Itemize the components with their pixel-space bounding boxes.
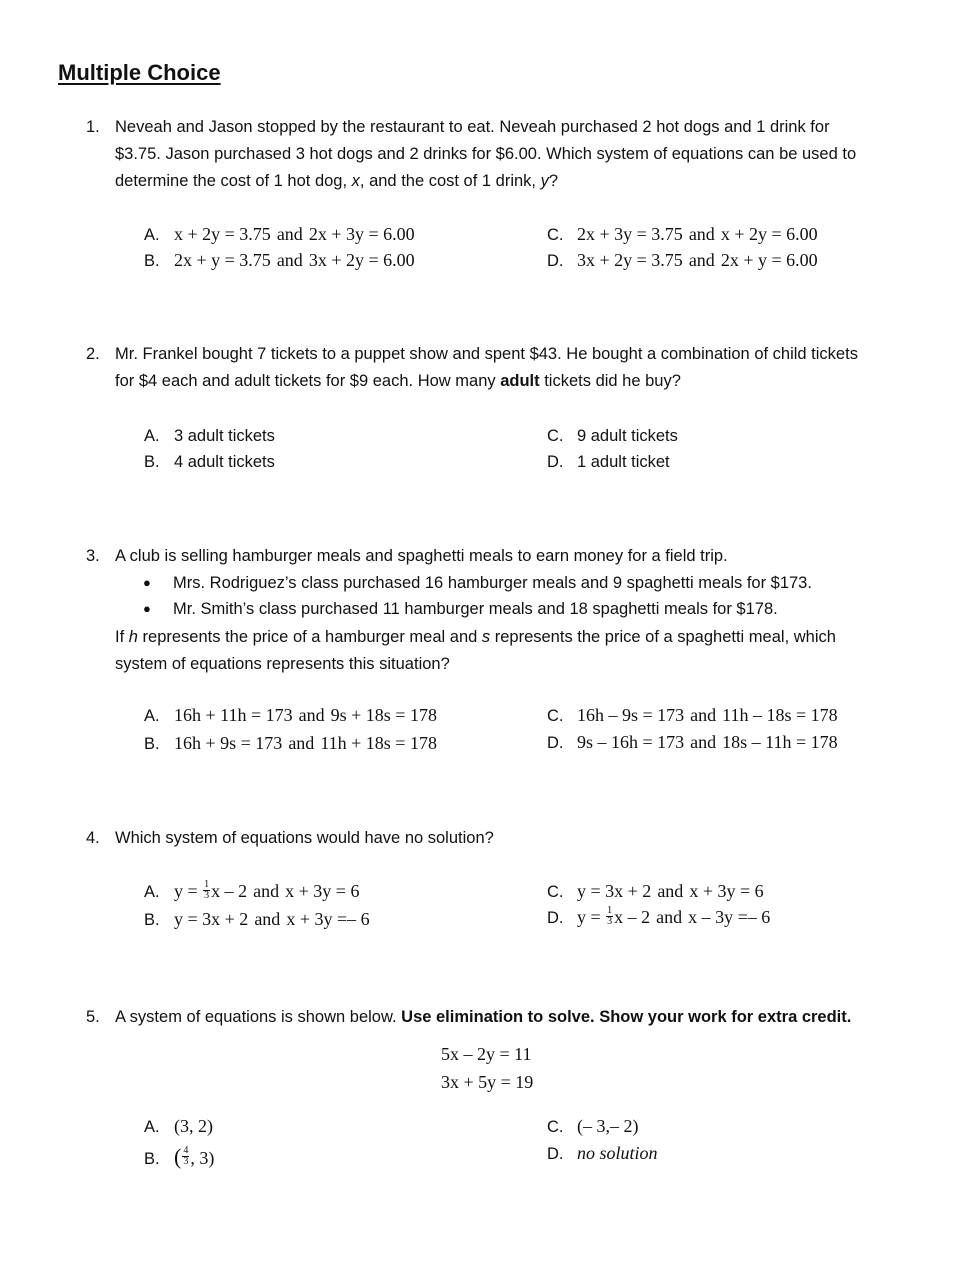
option-c[interactable]: C. 16h – 9s = 173 and 11h – 18s = 178 bbox=[547, 705, 838, 725]
question-number: 4. bbox=[86, 829, 100, 847]
option-b[interactable]: B. ( $\frac{4}{3}$ , 3) bbox=[144, 1144, 215, 1169]
option-a[interactable]: A. 16h + 11h = 173 and 9s + 18s = 178 bbox=[144, 705, 437, 725]
option-d[interactable]: D. 3x + 2y = 3.75 and 2x + y = 6.00 bbox=[547, 250, 818, 270]
question-text: Which system of equations would have no solution? bbox=[115, 829, 494, 847]
option-c[interactable]: C. y = 3x + 2 and x + 3y = 6 bbox=[547, 881, 764, 901]
option-d[interactable]: D. y = $\frac{1}{3}$ x – 2 and x – 3y =– 6 bbox=[547, 905, 771, 928]
bullet-icon: ● bbox=[143, 575, 151, 590]
question-number: 3. bbox=[86, 547, 100, 565]
question-text: A system of equations is shown below. Use elimination to solve. Show your work for extra credit. bbox=[115, 1008, 852, 1026]
system-equation-1: 5x – 2y = 11 bbox=[441, 1044, 532, 1064]
option-a[interactable]: A. x + 2y = 3.75 and 2x + 3y = 6.00 bbox=[144, 224, 415, 244]
question-text: A club is selling hamburger meals and spaghetti meals to earn money for a field trip. bbox=[115, 547, 728, 565]
question-text: Mr. Frankel bought 7 tickets to a puppet show and spent $43. He bought a combination of child tickets for $4 each and adult tickets for $9 each. How many adult tickets did he buy? bbox=[115, 345, 858, 390]
option-c[interactable]: C. (– 3,– 2) bbox=[547, 1116, 639, 1136]
option-b[interactable]: B. 16h + 9s = 173 and 11h + 18s = 178 bbox=[144, 733, 437, 753]
option-b[interactable]: B. 4 adult tickets bbox=[144, 453, 275, 471]
question-number: 1. bbox=[86, 118, 100, 136]
option-b[interactable]: B. 2x + y = 3.75 and 3x + 2y = 6.00 bbox=[144, 250, 415, 270]
question-number: 2. bbox=[86, 345, 100, 363]
question-number: 5. bbox=[86, 1008, 100, 1026]
option-a[interactable]: A. 3 adult tickets bbox=[144, 427, 275, 445]
system-equation-2: 3x + 5y = 19 bbox=[441, 1072, 534, 1092]
option-b[interactable]: B. y = 3x + 2 and x + 3y =– 6 bbox=[144, 909, 370, 929]
bullet-item: Mrs. Rodriguez’s class purchased 16 hamburger meals and 9 spaghetti meals for $173. bbox=[173, 574, 812, 592]
option-d[interactable]: D. 1 adult ticket bbox=[547, 453, 670, 471]
question-text-cont: If h represents the price of a hamburger meal and s represents the price of a spaghetti meal, which system of equations represents this situation? bbox=[115, 628, 836, 673]
question-text: Neveah and Jason stopped by the restaurant to eat. Neveah purchased 2 hot dogs and 1 drink for $3.75. Jason purchased 3 hot dogs and 2 drinks for $6.00. Which system of equations can be used to determine the cost of 1 hot dog, x, and the cost of 1 drink, y? bbox=[115, 118, 857, 190]
fraction: $\frac{1}{3}$ bbox=[607, 905, 613, 928]
bullet-icon: ● bbox=[143, 601, 151, 616]
bullet-item: Mr. Smith’s class purchased 11 hamburger meals and 18 spaghetti meals for $178. bbox=[173, 600, 778, 618]
fraction: $\frac{1}{3}$ bbox=[204, 879, 210, 902]
option-a[interactable]: A. (3, 2) bbox=[144, 1116, 213, 1136]
fraction: $\frac{4}{3}$ bbox=[183, 1145, 189, 1168]
option-d[interactable]: D. no solution bbox=[547, 1143, 658, 1163]
page-title: Multiple Choice bbox=[58, 60, 221, 85]
option-a[interactable]: A. y = $\frac{1}{3}$ x – 2 and x + 3y = 6 bbox=[144, 879, 360, 902]
option-c[interactable]: C. 2x + 3y = 3.75 and x + 2y = 6.00 bbox=[547, 224, 818, 244]
option-c[interactable]: C. 9 adult tickets bbox=[547, 427, 678, 445]
option-d[interactable]: D. 9s – 16h = 173 and 18s – 11h = 178 bbox=[547, 732, 838, 752]
